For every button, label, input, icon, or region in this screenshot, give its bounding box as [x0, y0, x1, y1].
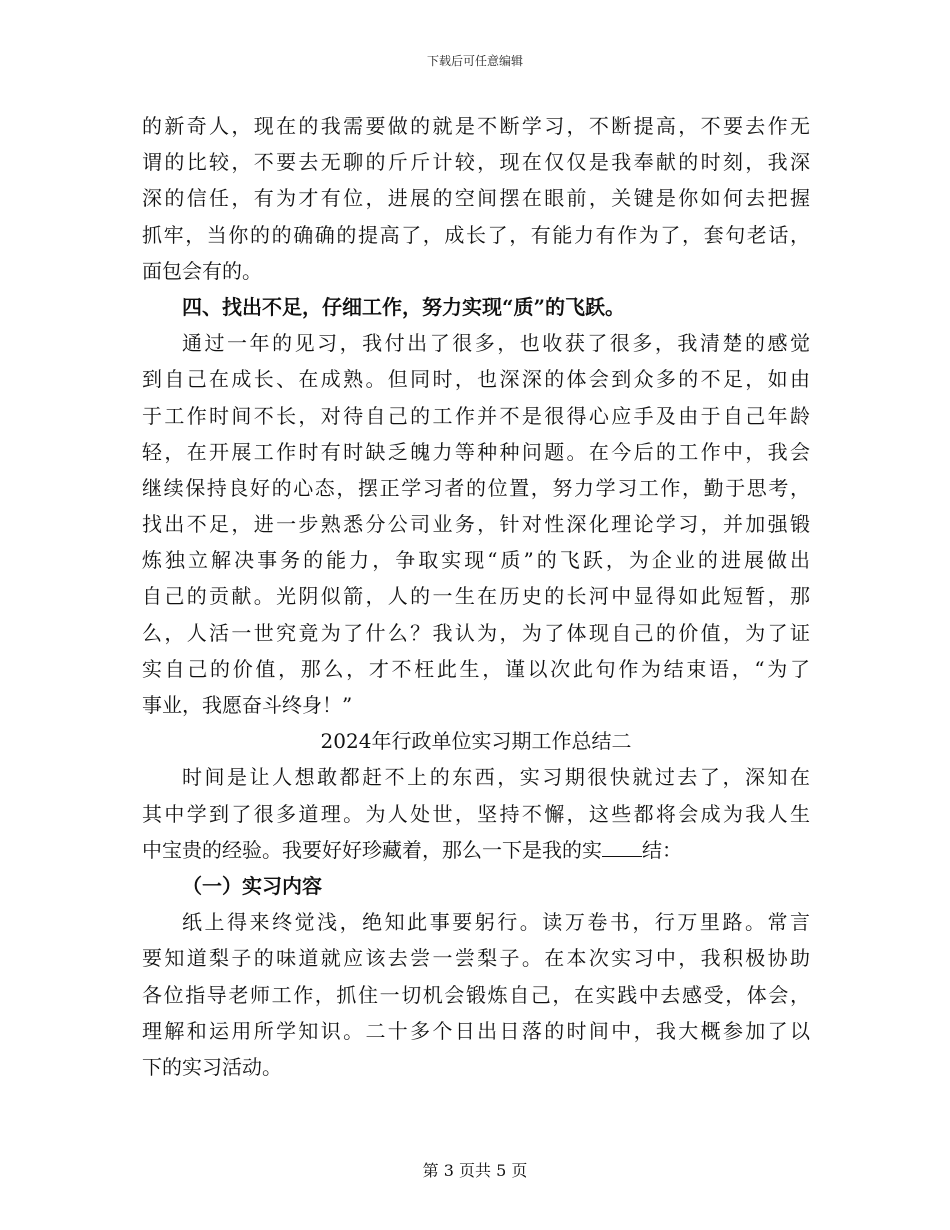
fill-in-blank — [602, 838, 642, 857]
body-line: 实自己的价值，那么，才不枉此生，谨以次此句作为结束语，“为了 — [142, 656, 810, 681]
body-line: 谓的比较，不要去无聊的斤斤计较，现在仅仅是我奉献的时刻，我深 — [142, 150, 810, 175]
body-line: 面包会有的。 — [142, 258, 262, 283]
body-line: 么，人活一世究竟为了什么？我认为，为了体现自己的价值，为了证 — [142, 620, 810, 645]
body-line: 通过一年的见习，我付出了很多，也收获了很多，我清楚的感觉 — [182, 331, 810, 356]
body-line: 自己的贡献。光阴似箭，人的一生在历史的长河中显得如此短暂，那 — [142, 584, 810, 609]
body-line: 事业，我愿奋斗终身！” — [142, 693, 353, 717]
subsection-heading-1: （一）实习内容 — [182, 873, 322, 898]
body-line: 轻，在开展工作时有时缺乏魄力等种种问题。在今后的工作中，我会 — [142, 439, 810, 464]
body-line-with-blank — [142, 832, 810, 868]
body-line: 时间是让人想敢都赶不上的东西，实习期很快就过去了，深知在 — [182, 765, 810, 790]
body-line: 于工作时间不长，对待自己的工作并不是很得心应手及由于自己年龄 — [142, 403, 810, 428]
body-line: 的新奇人，现在的我需要做的就是不断学习，不断提高，不要去作无 — [142, 114, 810, 138]
body-line: 理解和运用所学知识。二十多个日出日落的时间中，我大概参加了以 — [142, 1018, 810, 1043]
body-line: 抓牢，当你的的确确的提高了，成长了，有能力有作为了，套句老话， — [142, 222, 810, 247]
line-text-after-blank: 结： — [642, 837, 682, 862]
body-line: 到自己在成长、在成熟。但同时，也深深的体会到众多的不足，如由 — [142, 367, 810, 392]
body-line: 其中学到了很多道理。为人处世，坚持不懈，这些都将会成为我人生 — [142, 801, 810, 826]
document-body — [142, 108, 810, 1085]
body-line: 找出不足，进一步熟悉分公司业务，针对性深化理论学习，并加强锻 — [142, 512, 810, 537]
body-line: 深的信任，有为才有位，进展的空间摆在眼前，关键是你如何去把握 — [142, 186, 810, 211]
page-header-note: 下载后可任意编辑 — [426, 54, 523, 68]
body-line: 要知道梨子的味道就应该去尝一尝梨子。在本次实习中，我积极协助 — [142, 946, 810, 971]
body-line: 纸上得来终觉浅，绝知此事要躬行。读万卷书，行万里路。常言 — [182, 910, 810, 935]
page-number-footer: 第 3 页共 5 页 — [422, 1161, 528, 1180]
section-heading-4: 四、找出不足，仔细工作，努力实现“质”的飞跃。 — [182, 294, 626, 319]
body-line: 继续保持良好的心态，摆正学习者的位置，努力学习工作，勤于思考， — [142, 475, 810, 500]
body-line: 各位指导老师工作，抓住一切机会锻炼自己，在实践中去感受，体会， — [142, 982, 810, 1007]
body-line: 炼独立解决事务的能力，争取实现“质”的飞跃，为企业的进展做出 — [142, 548, 810, 573]
document-title: 2024年行政单位实习期工作总结二 — [320, 729, 632, 754]
body-line: 下的实习活动。 — [142, 1054, 282, 1079]
line-text-before-blank: 中宝贵的经验。我要好好珍藏着，那么一下是我的实 — [142, 837, 602, 862]
